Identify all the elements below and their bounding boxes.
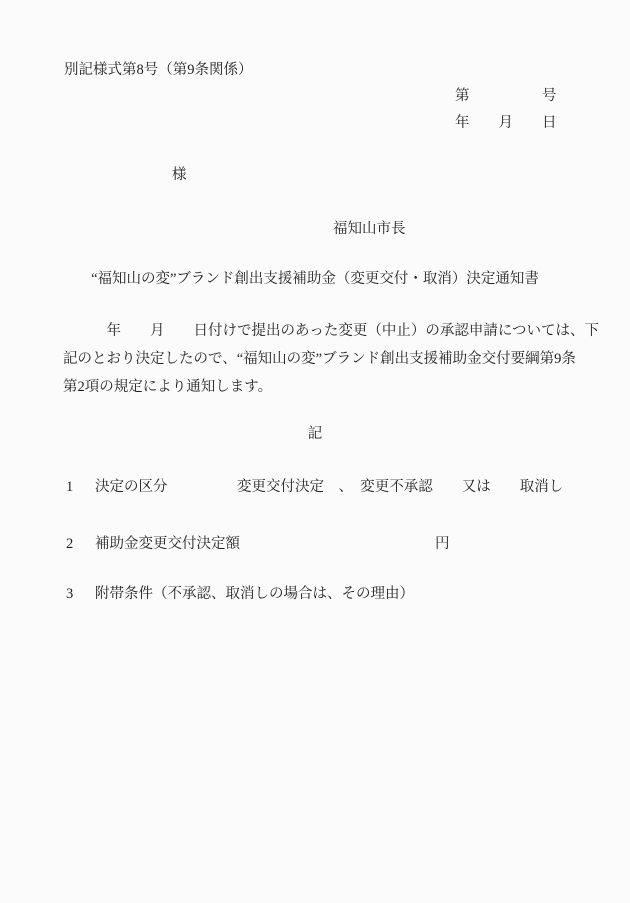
item-value-yen-unit: 円 — [435, 536, 450, 552]
item-number: 1 — [66, 479, 74, 495]
document-title: “福知山の変”ブランド創出支援補助金（変更交付・取消）決定通知書 — [91, 271, 539, 287]
item-number: 3 — [66, 586, 74, 602]
item-number: 2 — [66, 536, 74, 552]
body-paragraph-line-2: 記のとおり決定したので、“福知山の変”ブランド創出支援補助金交付要綱第9条 — [63, 351, 576, 367]
document-date-line: 年 月 日 — [455, 115, 557, 131]
record-marker: 記 — [307, 426, 323, 442]
body-paragraph-line-1: 年 月 日付けで提出のあった変更（中止）の承認申請については、下 — [63, 323, 600, 339]
item-label: 決定の区分 — [95, 479, 168, 495]
sender-name: 福知山市長 — [333, 221, 406, 237]
document-number-line: 第 号 — [455, 88, 557, 104]
addressee-honorific: 様 — [172, 167, 187, 183]
body-paragraph-line-3: 第2項の規定により通知します。 — [63, 379, 273, 395]
form-number-note: 別記様式第8号（第9条関係） — [64, 62, 253, 78]
item-label: 補助金変更交付決定額 — [95, 536, 240, 552]
item-label: 附帯条件（不承認、取消しの場合は、その理由） — [95, 586, 414, 602]
item-value: 変更交付決定 、 変更不承認 又は 取消し — [237, 479, 564, 495]
